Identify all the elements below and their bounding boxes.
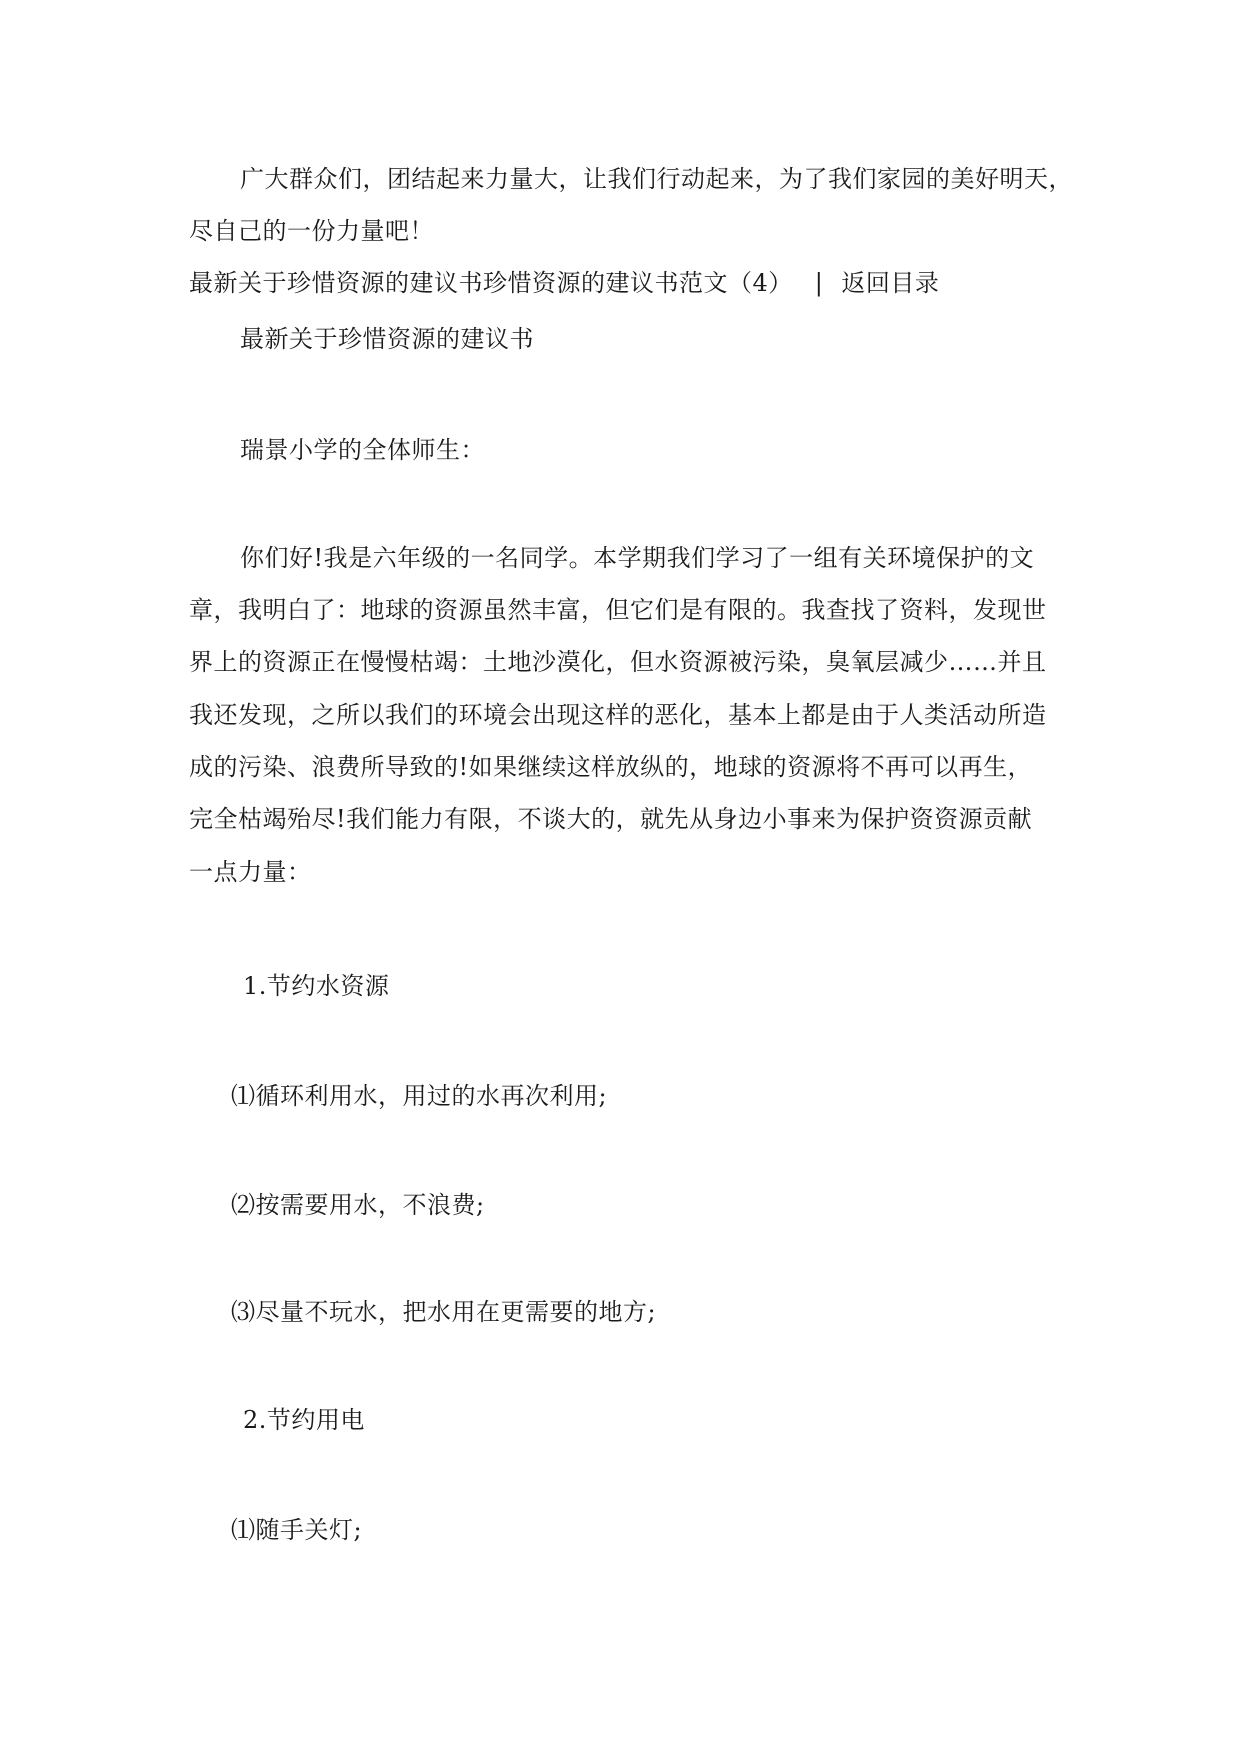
letter-salutation: 瑞景小学的全体师生： bbox=[240, 436, 485, 464]
body-line: 你们好!我是六年级的一名同学。本学期我们学习了一组有关环境保护的文 bbox=[240, 544, 1035, 572]
body-line: 完全枯竭殆尽!我们能力有限，不谈大的，就先从身边小事来为保护资资源贡献 bbox=[189, 805, 1033, 833]
list-item: ⑶尽量不玩水，把水用在更需要的地方; bbox=[231, 1298, 657, 1326]
body-line: 界上的资源正在慢慢枯竭：土地沙漠化，但水资源被污染，臭氧层减少……并且 bbox=[189, 648, 1047, 676]
body-line: 我还发现，之所以我们的环境会出现这样的恶化，基本上都是由于人类活动所造 bbox=[189, 701, 1047, 729]
back-to-toc-link[interactable]: 返回目录 bbox=[841, 269, 940, 297]
list-item: ⑴循环利用水，用过的水再次利用; bbox=[231, 1082, 608, 1110]
list-item: ⑵按需要用水，不浪费; bbox=[231, 1191, 485, 1219]
toc-separator: | bbox=[814, 269, 824, 297]
section-title-water: 1.节约水资源 bbox=[243, 972, 390, 1000]
toc-line bbox=[189, 267, 939, 299]
section-title-electricity: 2.节约用电 bbox=[243, 1406, 365, 1434]
body-line: 一点力量： bbox=[189, 858, 312, 886]
toc-title: 最新关于珍惜资源的建议书珍惜资源的建议书范文（4） bbox=[189, 269, 793, 297]
body-line: 章，我明白了：地球的资源虽然丰富，但它们是有限的。我查找了资料，发现世 bbox=[189, 596, 1047, 624]
paragraph-line: 广大群众们，团结起来力量大，让我们行动起来，为了我们家园的美好明天， bbox=[240, 165, 1073, 193]
letter-heading: 最新关于珍惜资源的建议书 bbox=[240, 325, 534, 353]
list-item: ⑴随手关灯; bbox=[231, 1516, 363, 1544]
body-line: 成的污染、浪费所导致的!如果继续这样放纵的，地球的资源将不再可以再生， bbox=[189, 753, 1033, 781]
paragraph-line: 尽自己的一份力量吧！ bbox=[189, 217, 434, 245]
